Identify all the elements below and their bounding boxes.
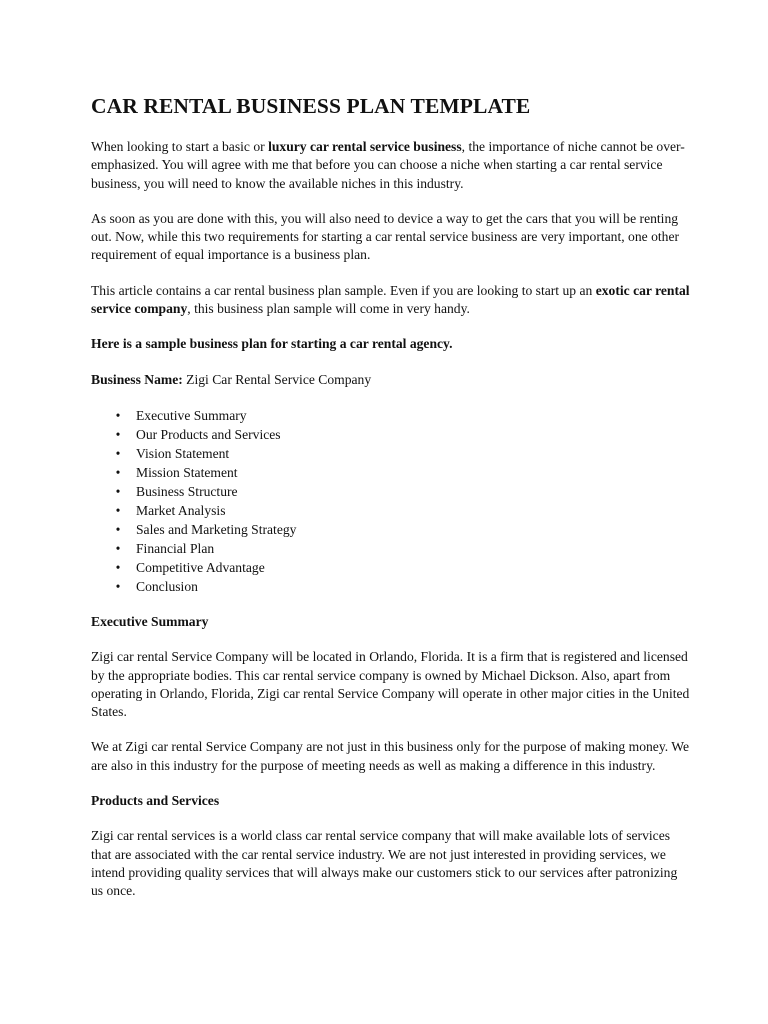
list-item-label: Executive Summary bbox=[136, 407, 247, 423]
intro-p3-text-end: , this business plan sample will come in very handy. bbox=[187, 301, 470, 317]
list-item-label: Market Analysis bbox=[136, 502, 226, 518]
intro-p3-bold-phrase: exotic car rental service company bbox=[91, 282, 690, 317]
products-services-heading: Products and Services bbox=[91, 793, 220, 809]
list-item-label: Financial Plan bbox=[136, 540, 215, 556]
bullet-icon: • bbox=[115, 445, 121, 461]
executive-summary-paragraph-1: Zigi car rental Service Company will be located in Orlando, Florida. It is a firm that is registered and licensed by the appropriate bodies. This car rental service company is owned by Michael Dickson. Also, apart from operating in Orlando, Florida, Zigi car rental Service Company will operate in other major cities in the United States. bbox=[91, 649, 690, 720]
list-item bbox=[91, 577, 691, 596]
intro-p1-text-end: , the importance of niche cannot be over-emphasized. You will agree with me that before you can choose a niche when starting a car rental service business, you will need to know the available niches in this industry. bbox=[91, 139, 685, 191]
document-title: CAR RENTAL BUSINESS PLAN TEMPLATE bbox=[91, 94, 531, 118]
intro-p1-bold-phrase: luxury car rental service business bbox=[268, 139, 462, 154]
list-item bbox=[91, 444, 691, 463]
list-item-label: Sales and Marketing Strategy bbox=[136, 521, 297, 537]
list-item-label: Conclusion bbox=[136, 578, 198, 594]
sample-plan-heading: Here is a sample business plan for starting a car rental agency. bbox=[91, 336, 453, 352]
bullet-icon: • bbox=[115, 559, 121, 575]
list-item bbox=[91, 482, 691, 501]
list-item-label: Competitive Advantage bbox=[136, 559, 265, 575]
business-name-line bbox=[91, 371, 691, 389]
bullet-icon: • bbox=[115, 464, 121, 480]
list-item bbox=[91, 520, 691, 539]
list-item bbox=[91, 539, 691, 558]
list-item bbox=[91, 406, 691, 425]
bullet-icon: • bbox=[115, 407, 121, 423]
list-item-label: Mission Statement bbox=[136, 464, 238, 480]
list-item bbox=[91, 501, 691, 520]
intro-p1-text-start: When looking to start a basic or bbox=[91, 139, 269, 154]
bullet-icon: • bbox=[115, 483, 121, 499]
intro-paragraph-3 bbox=[91, 282, 691, 319]
intro-p3-text-start: This article contains a car rental business plan sample. Even if you are looking to start up an bbox=[91, 282, 596, 298]
list-item-label: Vision Statement bbox=[136, 445, 230, 461]
executive-summary-paragraph-2: We at Zigi car rental Service Company are not just in this business only for the purpose of making money. We are also in this industry for the purpose of meeting needs as well as making a difference in this industry. bbox=[91, 739, 690, 773]
bullet-icon: • bbox=[115, 502, 121, 518]
list-item bbox=[91, 425, 691, 444]
document-body bbox=[91, 93, 691, 918]
intro-paragraph-1 bbox=[91, 138, 691, 193]
list-item-label: Our Products and Services bbox=[136, 426, 281, 442]
business-name-value: Zigi Car Rental Service Company bbox=[182, 371, 372, 387]
executive-summary-heading: Executive Summary bbox=[91, 613, 209, 629]
products-services-paragraph-1: Zigi car rental services is a world class car rental service company that will make available lots of services that are associated with the car rental service industry. We are not just interested in providing services, we intend providing quality services that will always make our customers stick to our services after patronizing us once. bbox=[91, 828, 678, 899]
bullet-icon: • bbox=[115, 540, 121, 556]
business-name-label: Business Name: bbox=[91, 371, 183, 387]
list-item bbox=[91, 463, 691, 482]
intro-paragraph-2: As soon as you are done with this, you will also need to device a way to get the cars that you will be renting out. Now, while this two requirements for starting a car rental service business are very important, one other requirement of equal importance is a business plan. bbox=[91, 210, 680, 263]
bullet-icon: • bbox=[115, 578, 121, 594]
list-item bbox=[91, 558, 691, 577]
bullet-icon: • bbox=[115, 426, 121, 442]
bullet-icon: • bbox=[115, 521, 121, 537]
list-item-label: Business Structure bbox=[136, 483, 238, 499]
contents-list bbox=[91, 406, 691, 596]
